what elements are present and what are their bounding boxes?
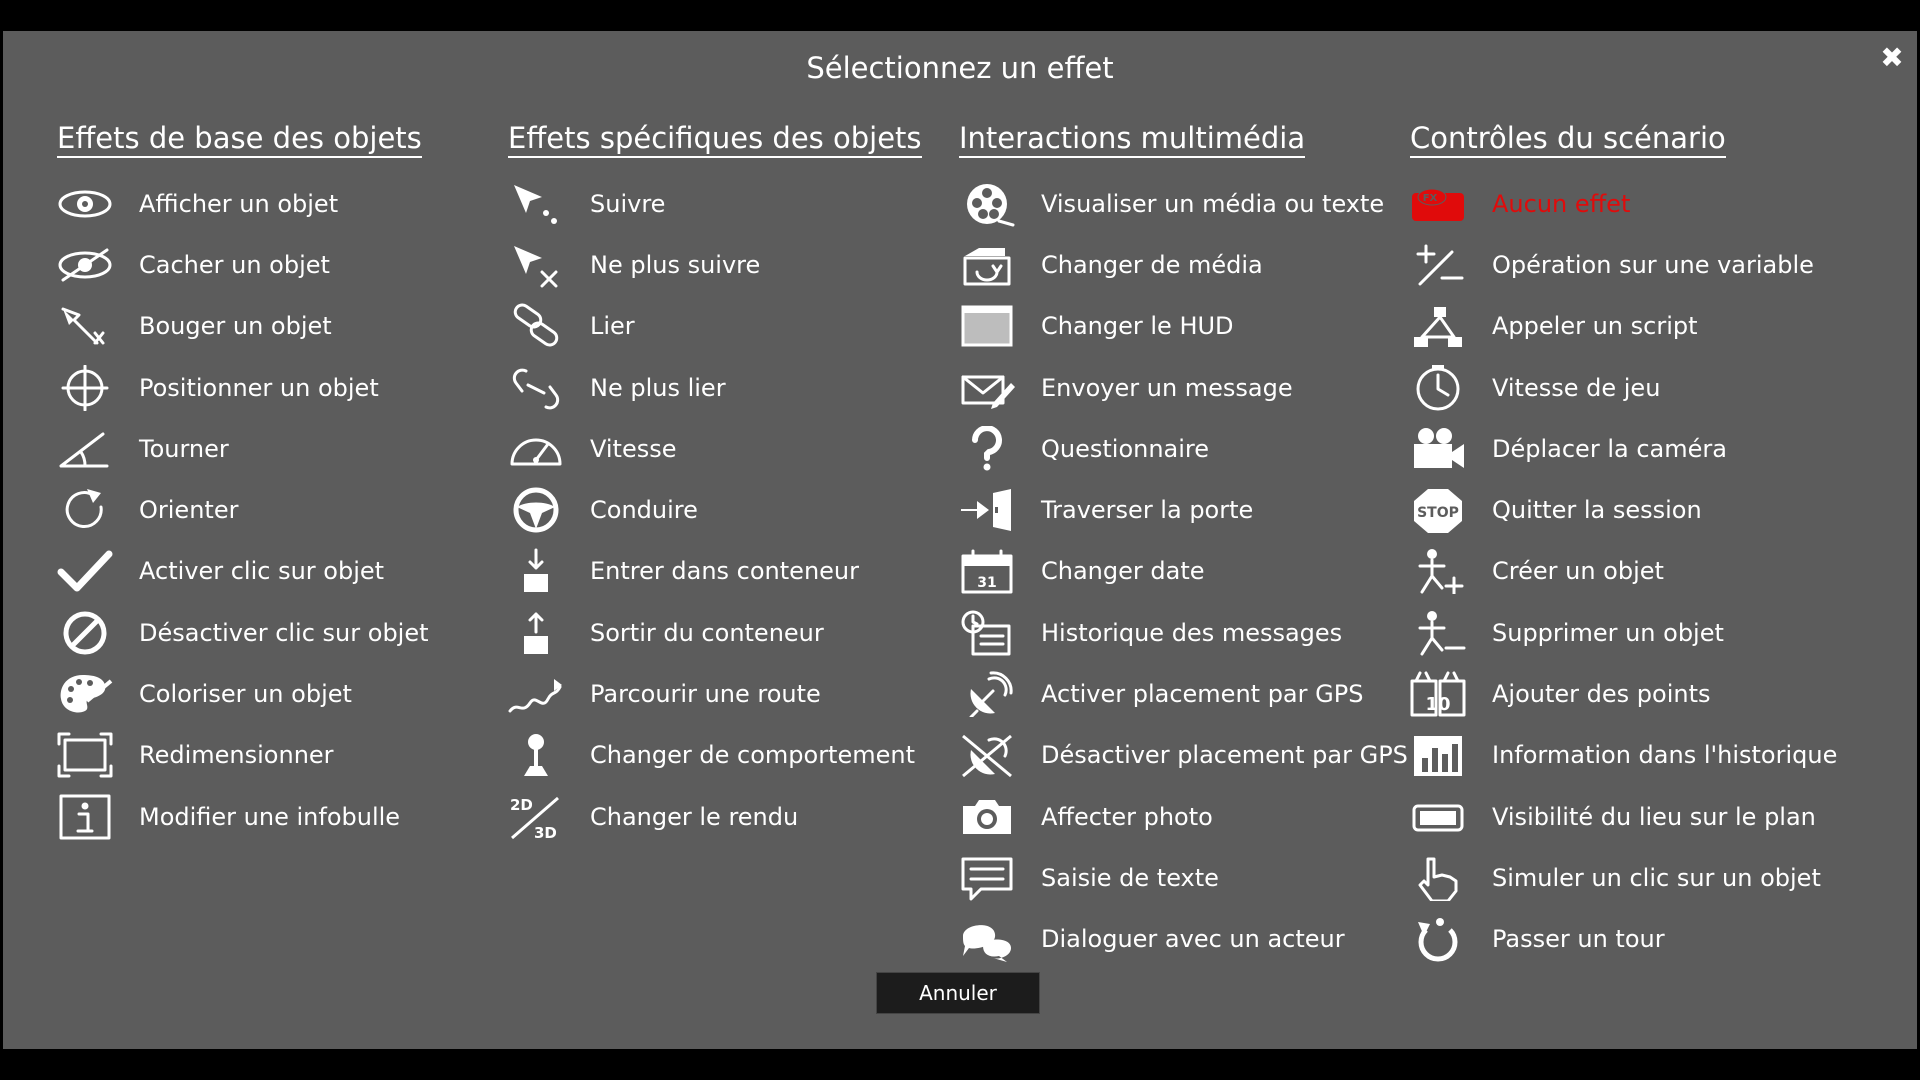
eye-icon bbox=[57, 179, 117, 229]
effect-item-label: Créer un objet bbox=[1492, 557, 1664, 586]
envelope-icon bbox=[959, 363, 1019, 413]
effect-item-label: Vitesse de jeu bbox=[1492, 373, 1661, 402]
script-icon bbox=[1410, 301, 1470, 351]
effect-item[interactable] bbox=[1410, 663, 1860, 724]
exit-container-icon bbox=[508, 608, 568, 658]
effect-item[interactable] bbox=[508, 786, 958, 847]
column-header: Effets de base des objets bbox=[57, 121, 422, 158]
effect-item-label: Entrer dans conteneur bbox=[590, 557, 859, 586]
effect-item[interactable] bbox=[508, 173, 958, 234]
column-basic-effects bbox=[57, 121, 507, 847]
effect-item-label: Passer un tour bbox=[1492, 925, 1665, 954]
effect-item-label: Tourner bbox=[139, 434, 229, 463]
gps-icon bbox=[959, 669, 1019, 719]
effect-item[interactable] bbox=[1410, 725, 1860, 786]
calendar-icon bbox=[959, 546, 1019, 596]
effect-item-label: Saisie de texte bbox=[1041, 863, 1219, 892]
info-icon bbox=[57, 792, 117, 842]
effect-item[interactable] bbox=[508, 725, 958, 786]
effect-item-label: Suivre bbox=[590, 189, 666, 218]
effect-item-label: Visualiser un média ou texte bbox=[1041, 189, 1385, 218]
effect-item-label: Désactiver placement par GPS bbox=[1041, 741, 1408, 770]
effect-item[interactable] bbox=[57, 296, 507, 357]
effect-item-label: Ajouter des points bbox=[1492, 680, 1711, 709]
effect-item-label: Désactiver clic sur objet bbox=[139, 618, 429, 647]
angle-icon bbox=[57, 424, 117, 474]
effect-item[interactable] bbox=[508, 663, 958, 724]
effect-item-label: Modifier une infobulle bbox=[139, 802, 401, 831]
effect-item-label: Bouger un objet bbox=[139, 312, 332, 341]
effect-item[interactable] bbox=[959, 786, 1409, 847]
route-icon bbox=[508, 669, 568, 719]
hud-icon bbox=[959, 301, 1019, 351]
column-scenario-controls bbox=[1410, 121, 1860, 970]
effect-item[interactable] bbox=[508, 479, 958, 540]
change-media-icon bbox=[959, 240, 1019, 290]
effect-item-label: Activer placement par GPS bbox=[1041, 680, 1364, 709]
effect-item[interactable] bbox=[57, 786, 507, 847]
effect-item[interactable] bbox=[57, 725, 507, 786]
link-icon bbox=[508, 301, 568, 351]
steering-wheel-icon bbox=[508, 485, 568, 535]
column-multimedia bbox=[959, 121, 1409, 970]
effect-item[interactable] bbox=[1410, 234, 1860, 295]
svg-text:2D: 2D bbox=[510, 795, 533, 814]
close-icon[interactable]: ✖ bbox=[1880, 41, 1904, 74]
create-object-icon bbox=[1410, 546, 1470, 596]
effect-item-label: Activer clic sur objet bbox=[139, 557, 385, 586]
effect-item-label: Visibilité du lieu sur le plan bbox=[1492, 802, 1816, 831]
effect-item[interactable] bbox=[959, 173, 1409, 234]
effect-item-label: Changer le HUD bbox=[1041, 312, 1234, 341]
effect-item-label: Changer de média bbox=[1041, 250, 1263, 279]
effect-item[interactable] bbox=[57, 173, 507, 234]
hand-pointer-icon bbox=[1410, 853, 1470, 903]
plus-minus-icon bbox=[1410, 240, 1470, 290]
effect-item-label: Changer date bbox=[1041, 557, 1205, 586]
effect-item[interactable] bbox=[57, 357, 507, 418]
effect-item-label: Questionnaire bbox=[1041, 434, 1210, 463]
effect-item-label: Quitter la session bbox=[1492, 496, 1702, 525]
resize-icon bbox=[57, 730, 117, 780]
camera-icon bbox=[959, 792, 1019, 842]
effect-item[interactable] bbox=[1410, 479, 1860, 540]
effect-item-label: Sortir du conteneur bbox=[590, 618, 824, 647]
effect-item-label: Opération sur une variable bbox=[1492, 250, 1814, 279]
effect-item[interactable] bbox=[508, 418, 958, 479]
effect-item[interactable] bbox=[959, 909, 1409, 970]
effect-item-label: Conduire bbox=[590, 496, 698, 525]
map-visibility-icon bbox=[1410, 792, 1470, 842]
unfollow-cursor-icon bbox=[508, 240, 568, 290]
text-input-icon bbox=[959, 853, 1019, 903]
dialog-bubbles-icon bbox=[959, 914, 1019, 964]
effect-item[interactable] bbox=[959, 725, 1409, 786]
effect-item-label: Appeler un script bbox=[1492, 312, 1698, 341]
effect-item[interactable] bbox=[57, 418, 507, 479]
crosshair-icon bbox=[57, 363, 117, 413]
effect-item[interactable] bbox=[508, 602, 958, 663]
effect-item-label: Ne plus lier bbox=[590, 373, 726, 402]
score-counter-icon bbox=[1410, 669, 1470, 719]
effect-item-label: Supprimer un objet bbox=[1492, 618, 1724, 647]
effect-item[interactable] bbox=[57, 479, 507, 540]
film-reel-icon bbox=[959, 179, 1019, 229]
question-icon bbox=[959, 424, 1019, 474]
effect-item[interactable] bbox=[1410, 786, 1860, 847]
joystick-icon bbox=[508, 730, 568, 780]
effect-item[interactable] bbox=[959, 418, 1409, 479]
effect-item-label: Information dans l'historique bbox=[1492, 741, 1838, 770]
rotate-icon bbox=[57, 485, 117, 535]
column-header: Interactions multimédia bbox=[959, 121, 1305, 158]
effect-item-label: Traverser la porte bbox=[1041, 496, 1254, 525]
forbidden-icon bbox=[57, 608, 117, 658]
effect-item[interactable] bbox=[1410, 847, 1860, 908]
palette-icon bbox=[57, 669, 117, 719]
effect-item[interactable] bbox=[1410, 602, 1860, 663]
unlink-icon bbox=[508, 363, 568, 413]
effect-item[interactable] bbox=[959, 234, 1409, 295]
effect-item[interactable] bbox=[1410, 418, 1860, 479]
effect-item[interactable] bbox=[508, 296, 958, 357]
cancel-button[interactable]: Annuler bbox=[876, 972, 1040, 1014]
effect-item-label: Aucun effet bbox=[1492, 189, 1631, 218]
effect-item-label: Changer de comportement bbox=[590, 741, 915, 770]
effect-item-label: Déplacer la caméra bbox=[1492, 434, 1727, 463]
door-icon bbox=[959, 485, 1019, 535]
effect-item[interactable] bbox=[1410, 909, 1860, 970]
column-header: Effets spécifiques des objets bbox=[508, 121, 922, 158]
effect-item-label: Orienter bbox=[139, 496, 239, 525]
stop-sign-icon bbox=[1410, 485, 1470, 535]
effect-item-label: Ne plus suivre bbox=[590, 250, 761, 279]
effect-item-label: Positionner un objet bbox=[139, 373, 379, 402]
icon-badge-text: FX bbox=[1422, 192, 1438, 204]
gps-off-icon bbox=[959, 730, 1019, 780]
follow-cursor-icon bbox=[508, 179, 568, 229]
column-header: Contrôles du scénario bbox=[1410, 121, 1726, 158]
effect-item[interactable] bbox=[959, 357, 1409, 418]
effect-item-label: Historique des messages bbox=[1041, 618, 1343, 647]
effect-item[interactable] bbox=[57, 663, 507, 724]
dialog-title: Sélectionnez un effet bbox=[806, 51, 1114, 85]
video-camera-icon bbox=[1410, 424, 1470, 474]
effect-item-label: Affecter photo bbox=[1041, 802, 1213, 831]
effect-item-label: Envoyer un message bbox=[1041, 373, 1293, 402]
effect-item-label: Coloriser un objet bbox=[139, 680, 352, 709]
effect-item[interactable] bbox=[1410, 173, 1860, 234]
column-specific-effects bbox=[508, 121, 958, 847]
effect-item[interactable] bbox=[959, 847, 1409, 908]
effect-item[interactable] bbox=[57, 541, 507, 602]
icon-badge-text: 10 bbox=[1425, 694, 1451, 716]
effect-item[interactable] bbox=[1410, 296, 1860, 357]
effect-item-label: Simuler un clic sur un objet bbox=[1492, 863, 1821, 892]
effect-item[interactable] bbox=[508, 234, 958, 295]
effect-item[interactable] bbox=[57, 602, 507, 663]
icon-badge-text: 31 bbox=[977, 575, 997, 592]
icon-badge-text: STOP bbox=[1417, 505, 1459, 522]
effect-item[interactable] bbox=[1410, 357, 1860, 418]
no-effect-icon bbox=[1410, 179, 1470, 229]
effect-item[interactable] bbox=[959, 296, 1409, 357]
skip-turn-icon bbox=[1410, 914, 1470, 964]
effect-item[interactable] bbox=[57, 234, 507, 295]
svg-text:3D: 3D bbox=[534, 823, 557, 840]
effect-item-label: Changer le rendu bbox=[590, 802, 799, 831]
speedometer-icon bbox=[508, 424, 568, 474]
effect-item[interactable] bbox=[959, 602, 1409, 663]
eye-slash-icon bbox=[57, 240, 117, 290]
bar-chart-icon bbox=[1410, 730, 1470, 780]
effect-item-label: Redimensionner bbox=[139, 741, 334, 770]
delete-object-icon bbox=[1410, 608, 1470, 658]
effect-item[interactable] bbox=[508, 541, 958, 602]
move-arrow-icon bbox=[57, 301, 117, 351]
effect-item-label: Parcourir une route bbox=[590, 680, 821, 709]
effect-item[interactable] bbox=[959, 663, 1409, 724]
clock-icon bbox=[1410, 363, 1470, 413]
enter-container-icon bbox=[508, 546, 568, 596]
effect-item-label: Cacher un objet bbox=[139, 250, 330, 279]
effect-item-label: Lier bbox=[590, 312, 635, 341]
effect-item-label: Vitesse bbox=[590, 434, 677, 463]
message-history-icon bbox=[959, 608, 1019, 658]
effect-item-label: Dialoguer avec un acteur bbox=[1041, 925, 1345, 954]
effect-item[interactable] bbox=[508, 357, 958, 418]
render-2d3d-icon bbox=[508, 792, 568, 842]
effect-item[interactable] bbox=[1410, 541, 1860, 602]
checkmark-icon bbox=[57, 546, 117, 596]
effect-item-label: Afficher un objet bbox=[139, 189, 339, 218]
effect-item[interactable] bbox=[959, 479, 1409, 540]
effect-item[interactable] bbox=[959, 541, 1409, 602]
effect-dialog bbox=[3, 31, 1917, 1049]
